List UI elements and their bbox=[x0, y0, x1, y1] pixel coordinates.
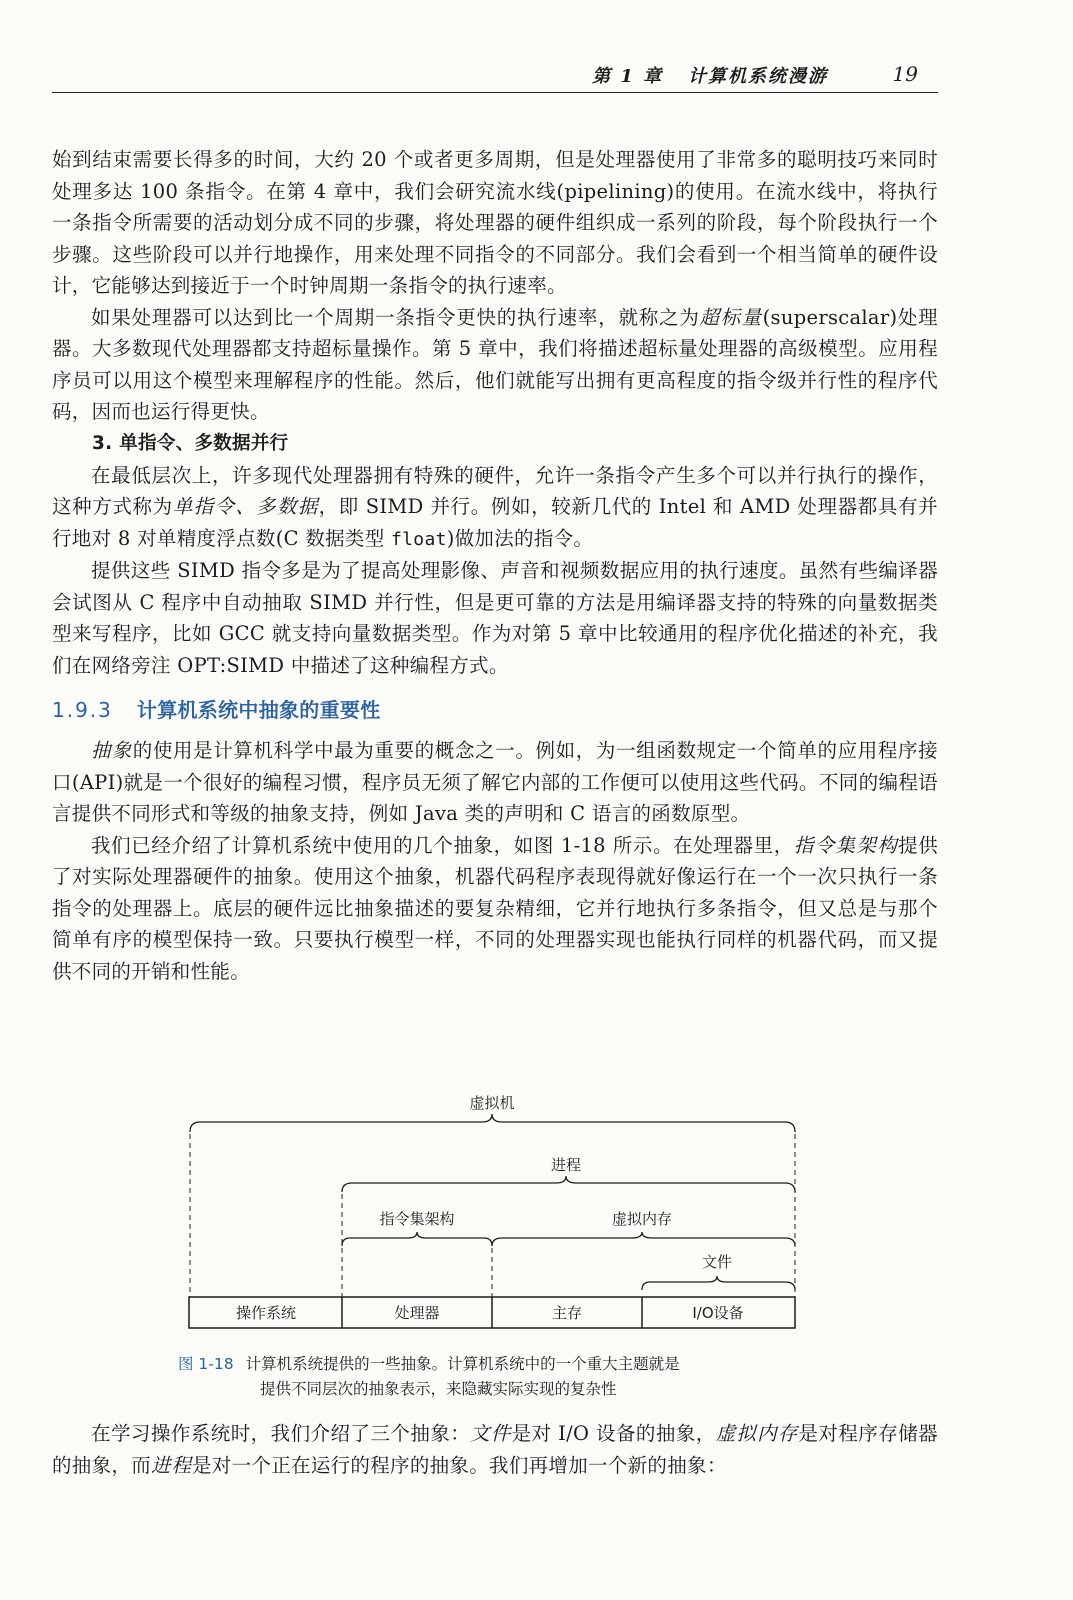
text-run: ，即 SIMD 并行。例如，较新几代的 Intel 和 AMD 处理器都具有并行地对 8 对单精度浮点数(C 数据类型 bbox=[52, 495, 938, 550]
text-run: 是对程序存储器的抽象，而 bbox=[52, 1422, 938, 1477]
paragraph-6 bbox=[52, 830, 938, 988]
label-isa: 指令集架构 bbox=[379, 1210, 455, 1228]
caption-text-1: 计算机系统提供的一些抽象。计算机系统中的一个重大主题就是 bbox=[245, 1355, 680, 1373]
main-text-continued bbox=[52, 1418, 938, 1481]
paragraph-2 bbox=[52, 302, 938, 428]
chapter-label: 第 1 章 bbox=[592, 66, 664, 87]
brace-virtual-memory bbox=[492, 1232, 795, 1246]
figure-caption bbox=[178, 1352, 878, 1402]
caption-line-1 bbox=[178, 1352, 878, 1377]
running-header bbox=[52, 58, 938, 93]
term-isa: 指令集架构 bbox=[793, 833, 899, 857]
box-main-memory: 主存 bbox=[551, 1304, 583, 1322]
paragraph-3 bbox=[52, 460, 938, 556]
subheading-simd: 3. 单指令、多数据并行 bbox=[92, 432, 289, 454]
section-number: 1.9.3 bbox=[52, 698, 113, 722]
term-file: 文件 bbox=[470, 1422, 512, 1445]
text-run: 如果处理器可以达到比一个周期一条指令更快的执行速率，就称之为 bbox=[91, 305, 700, 329]
text-run: 在最低层次上，许多现代处理器拥有特殊的硬件，允许一条指令产生多个可以并行执行的操作，这种方式称为 bbox=[52, 463, 938, 518]
brace-isa bbox=[342, 1232, 492, 1246]
paragraph-7 bbox=[52, 1418, 938, 1481]
main-text bbox=[52, 144, 938, 987]
term-virtual-memory: 虚拟内存 bbox=[715, 1422, 799, 1445]
text-run: 提供了对实际处理器硬件的抽象。使用这个抽象，机器代码程序表现得就好像运行在一个一次只执行一条指令的处理器上。底层的硬件远比抽象描述的要复杂精细，它并行地执行多条指令，但又总是与那个简单有序的模型保持一致。只要执行模型一样，不同的处理器实现也能执行同样的机器代码，而又提供不同的开销和性能。 bbox=[52, 833, 938, 983]
paragraph-1: 始到结束需要长得多的时间，大约 20 个或者更多周期，但是处理器使用了非常多的聪明技巧来同时处理多达 100 条指令。在第 4 章中，我们会研究流水线(pipelining)的使用。在流水线中，将执行一条指令所需要的活动划分成不同的步骤，将处理器的硬件组织成一系列的阶段，每个阶段执行一个步骤。这些阶段可以并行地操作，用来处理不同指令的不同部分。我们会看到一个相当简单的硬件设计，它能够达到接近于一个时钟周期一条指令的执行速率。 bbox=[52, 148, 938, 297]
text-run: 在学习操作系统时，我们介绍了三个抽象： bbox=[91, 1422, 471, 1445]
text-run: 是对一个正在运行的程序的抽象。我们再增加一个新的抽象： bbox=[192, 1453, 727, 1477]
term-process: 进程 bbox=[151, 1453, 193, 1477]
text-run: 的使用是计算机科学中最为重要的概念之一。例如，为一组函数规定一个简单的应用程序接口(API)就是一个很好的编程习惯，程序员无须了解它内部的工作便可以使用这些代码。不同的编程语言提供不同形式和等级的抽象支持，例如 Java 类的声明和 C 语言的函数原型。 bbox=[52, 739, 938, 825]
text-run: 我们已经介绍了计算机系统中使用的几个抽象，如图 1-18 所示。在处理器里， bbox=[91, 833, 794, 857]
label-virtual-machine: 虚拟机 bbox=[469, 1094, 515, 1112]
text-run: 是对 I/O 设备的抽象， bbox=[511, 1422, 716, 1445]
page-number: 19 bbox=[892, 62, 918, 86]
caption-line-2: 提供不同层次的抽象表示，来隐藏实际实现的复杂性 bbox=[260, 1380, 617, 1398]
chapter-title: 计算机系统漫游 bbox=[688, 66, 828, 87]
label-file: 文件 bbox=[701, 1253, 733, 1271]
section-heading bbox=[52, 693, 938, 727]
label-virtual-memory: 虚拟内存 bbox=[611, 1210, 673, 1228]
brace-file bbox=[642, 1276, 795, 1290]
paragraph-5 bbox=[52, 735, 938, 830]
text-run: )做加法的指令。 bbox=[446, 526, 594, 550]
box-io-devices: I/O设备 bbox=[692, 1304, 744, 1322]
brace-virtual-machine bbox=[190, 1114, 795, 1132]
label-process: 进程 bbox=[550, 1156, 582, 1174]
box-processor: 处理器 bbox=[394, 1304, 440, 1322]
section-title: 计算机系统中抽象的重要性 bbox=[136, 698, 381, 722]
paragraph-4: 提供这些 SIMD 指令多是为了提高处理影像、声音和视频数据应用的执行速度。虽然有些编译器会试图从 C 程序中自动抽取 SIMD 并行性，但是更可靠的方法是用编译器支持的特殊的向量数据类型来写程序，比如 GCC 就支持向量数据类型。作为对第 5 章中比较通用的程序优化描述的补充，我们在网络旁注 OPT:SIMD 中描述了这种编程方式。 bbox=[52, 559, 938, 677]
caption-label: 图 1-18 bbox=[178, 1355, 234, 1373]
chapter-heading bbox=[592, 62, 828, 88]
code-float: float bbox=[391, 528, 447, 550]
term-simd: 单指令、多数据 bbox=[172, 495, 319, 518]
box-os: 操作系统 bbox=[235, 1304, 297, 1322]
term-superscalar: 超标量 bbox=[699, 305, 763, 329]
abstraction-diagram bbox=[180, 1092, 805, 1332]
text-run: (superscalar)处理器。大多数现代处理器都支持超标量操作。第 5 章中，我们将描述超标量处理器的高级模型。应用程序员可以用这个模型来理解程序的性能。然后，他们就能写出拥有更高程度的指令级并行性的程序代码，因而也运行得更快。 bbox=[52, 305, 938, 423]
term-abstraction: 抽象 bbox=[91, 739, 133, 762]
brace-process bbox=[342, 1176, 795, 1192]
